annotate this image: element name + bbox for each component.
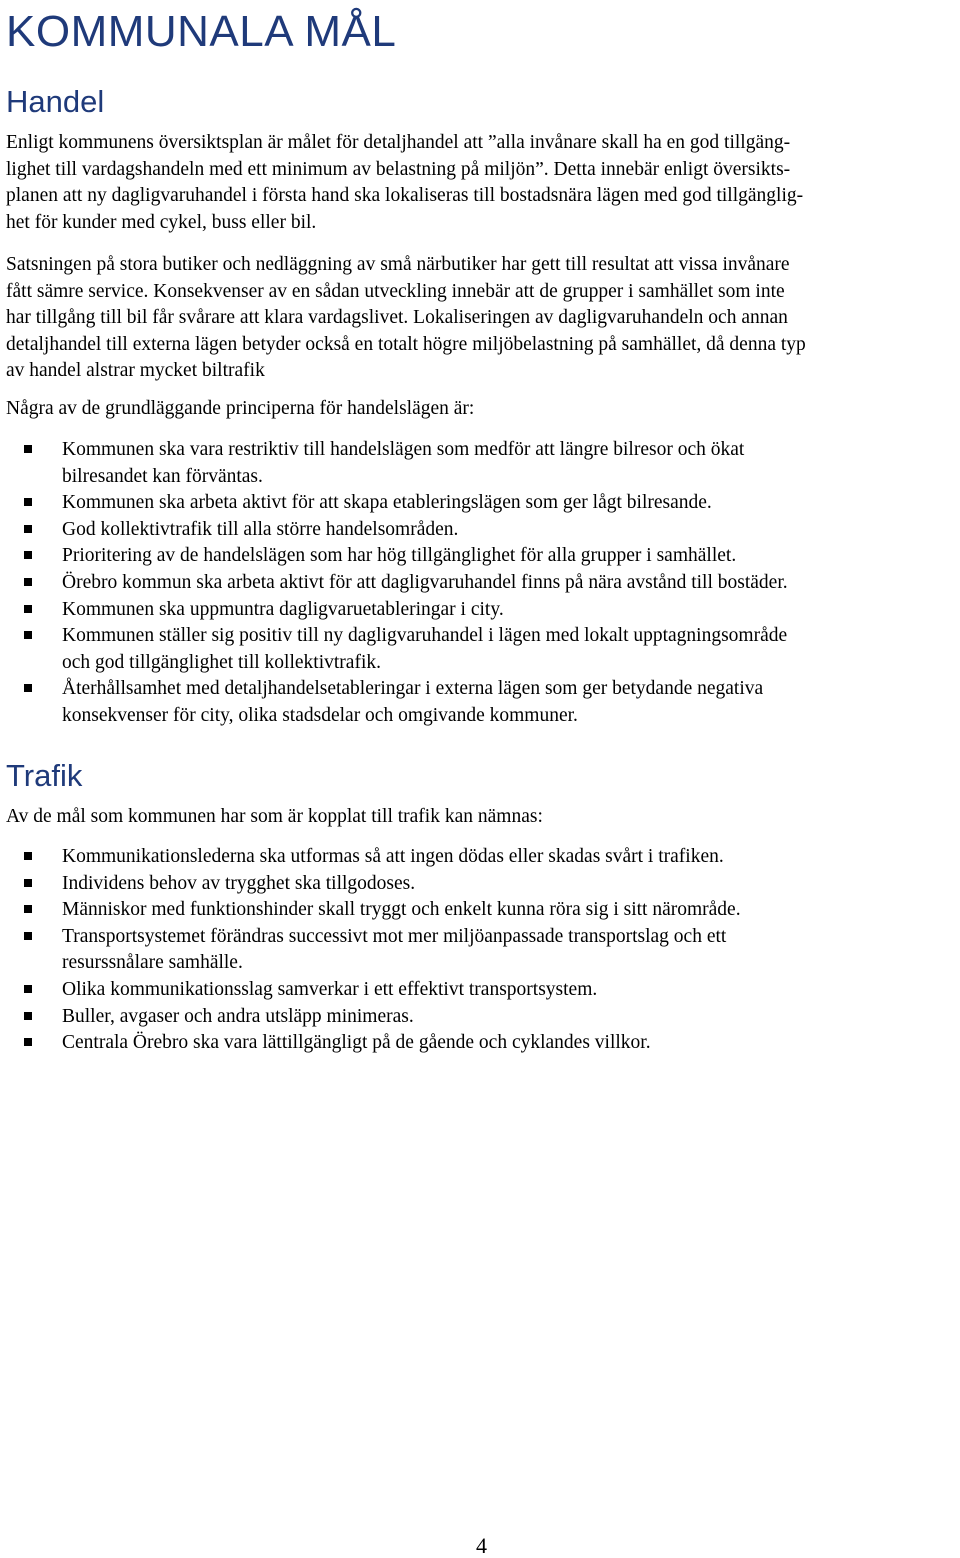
list-item [0,1030,741,1057]
text-line: lighet till vardagshandeln med ett minimum av belastning på miljön”. Detta innebär enligt översikts- [6,158,791,180]
handel-paragraph-2 [6,252,806,385]
list-item [0,597,788,624]
text-line: planen att ny dagligvaruhandel i första hand ska lokaliseras till bostadsnära lägen med god tillgänglig- [6,185,804,207]
text-line: Några av de grundläggande principerna för handelslägen är: [6,398,475,419]
square-bullet-icon [24,498,32,506]
list-item [0,871,741,898]
text-line: het för kunder med cykel, buss eller bil. [6,211,317,233]
list-item [0,490,788,517]
text-line: har tillgång till bil får svårare att klara vardagslivet. Lokaliseringen av dagligvaruhandeln och annan [6,307,788,329]
square-bullet-icon [24,551,32,559]
list-item [0,517,788,544]
list-item [0,543,788,570]
list-item [0,676,788,729]
list-item [0,844,741,871]
text-line: detaljhandel till externa lägen betyder också en totalt högre miljöbelastning på samhället, då denna typ [6,333,806,355]
page-title: KOMMUNALA MÅL [6,7,397,56]
square-bullet-icon [24,932,32,940]
text-line: Kommunen ska arbeta aktivt för att skapa etableringslägen som ger lågt bilresande. [62,492,712,514]
square-bullet-icon [24,631,32,639]
list-item [0,977,741,1004]
text-line: Olika kommunikationsslag samverkar i ett effektivt transportsystem. [62,978,598,1000]
list-item [0,1004,741,1031]
list-item [0,437,788,490]
text-line: fått sämre service. Konsekvenser av en sådan utveckling innebär att de grupper i samhället som inte [6,280,785,302]
text-line: Återhållsamhet med detaljhandelsetableringar i externa lägen som ger betydande negativa [62,678,764,700]
text-line: Buller, avgaser och andra utsläpp minimeras. [62,1005,414,1027]
text-line: Prioritering av de handelslägen som har hög tillgänglighet för alla grupper i samhället. [62,545,737,567]
text-line: Enligt kommunens översiktsplan är målet för detaljhandel att ”alla invånare skall ha en god tillgäng- [6,132,791,153]
text-line: Centrala Örebro ska vara lättillgängligt på de gående och cyklandes villkor. [62,1032,651,1054]
square-bullet-icon [24,445,32,453]
section-heading-handel: Handel [6,84,105,119]
text-line: Kommunen ska uppmuntra dagligvaruetableringar i city. [62,598,504,620]
list-item [0,570,788,597]
handel-principles-list [0,437,788,730]
text-line: Satsningen på stora butiker och nedläggning av små närbutiker har gett till resultat att vissa invånare [6,254,790,275]
square-bullet-icon [24,905,32,913]
list-item [0,897,741,924]
text-line: Kommunen ställer sig positiv till ny dagligvaruhandel i lägen med lokalt upptagningsområde [62,625,788,647]
page-number: 4 [476,1533,487,1558]
square-bullet-icon [24,985,32,993]
text-line: och god tillgänglighet till kollektivtrafik. [62,651,381,673]
text-line: bilresandet kan förväntas. [62,465,263,487]
square-bullet-icon [24,578,32,586]
square-bullet-icon [24,879,32,887]
text-line: Transportsystemet förändras successivt mot mer miljöanpassade transportslag och ett [62,925,727,947]
text-line: Av de mål som kommunen har som är kopplat till trafik kan nämnas: [6,806,543,827]
handel-principles-intro [6,396,474,423]
text-line: konsekvenser för city, olika stadsdelar och omgivande kommuner. [62,704,578,726]
list-item [0,623,788,676]
text-line: Människor med funktionshinder skall tryggt och enkelt kunna röra sig i sitt närområde. [62,899,741,921]
text-line: Kommunen ska vara restriktiv till handelslägen som medför att längre bilresor och ökat [62,439,745,460]
list-item [0,924,741,977]
handel-paragraph-1 [6,130,803,236]
square-bullet-icon [24,1012,32,1020]
square-bullet-icon [24,605,32,613]
section-heading-trafik: Trafik [6,758,83,793]
square-bullet-icon [24,525,32,533]
trafik-goals-intro [6,804,543,831]
text-line: Kommunikationslederna ska utformas så att ingen dödas eller skadas svårt i trafiken. [62,846,724,867]
text-line: av handel alstrar mycket biltrafik [6,360,265,382]
text-line: Örebro kommun ska arbeta aktivt för att dagligvaruhandel finns på nära avstånd till bostäder. [62,571,788,593]
text-line: resurssnålare samhälle. [62,952,243,974]
trafik-goals-list [0,844,741,1057]
square-bullet-icon [24,684,32,692]
square-bullet-icon [24,852,32,860]
text-line: Individens behov av trygghet ska tillgodoses. [62,872,416,894]
text-line: God kollektivtrafik till alla större handelsområden. [62,518,459,540]
square-bullet-icon [24,1038,32,1046]
